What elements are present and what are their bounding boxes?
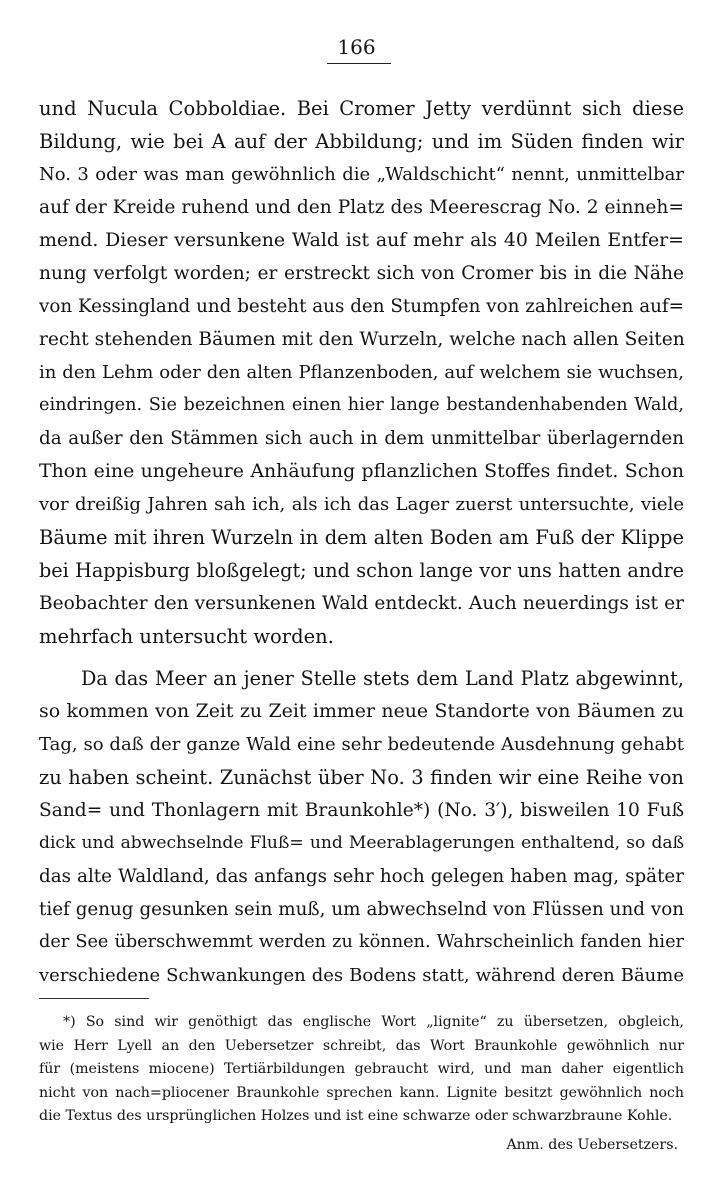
footnote-line: wie Herr Lyell an den Uebersetzer schreibt, das Wort Braunkohle gewöhnlich nur — [39, 1037, 684, 1054]
text-line: der See überschwemmt werden zu können. Wahrscheinlich fanden hier — [39, 932, 684, 952]
text-line: zu haben scheint. Zunächst über No. 3 finden wir eine Reihe von — [39, 766, 684, 789]
text-line: Da das Meer an jener Stelle stets dem Land Platz abgewinnt, — [81, 667, 684, 690]
text-line: Tag, so daß der ganze Wald eine sehr bedeutende Ausdehnung gehabt — [39, 734, 684, 755]
text-line: recht stehenden Bäumen mit den Wurzeln, welche nach allen Seiten — [39, 329, 685, 350]
text-line: Sand= und Thonlagern mit Braunkohle*) (No. 3′), bisweilen 10 Fuß — [39, 800, 684, 821]
text-line: Beobachter den versunkenen Wald entdeckt. Auch neuerdings ist er — [39, 593, 684, 614]
footnote — [39, 1011, 684, 1157]
footnote-line: für (meistens miocene) Tertiärbildungen gebraucht wird, und man daher eigentlich — [39, 1061, 684, 1078]
text-line: mend. Dieser versunkene Wald ist auf mehr als 40 Meilen Entfer= — [39, 229, 684, 251]
text-line: da außer den Stämmen sich auch in dem unmittelbar überlagernden — [39, 428, 684, 449]
footnote-rule — [39, 998, 149, 999]
text-line: dick und abwechselnde Fluß= und Meerablagerungen enthaltend, so daß — [39, 833, 684, 853]
text-line: auf der Kreide ruhend und den Platz des Meerescrag No. 2 einneh= — [39, 197, 684, 218]
page-number: 166 — [337, 35, 376, 59]
text-line: bei Happisburg bloßgelegt; und schon lange vor uns hatten andre — [39, 559, 684, 582]
footnote-line: nicht von nach=pliocener Braunkohle sprechen kann. Lignite besitzt gewöhnlich noch — [39, 1084, 684, 1101]
footnote-signature: Anm. des Uebersetzers. — [506, 1136, 678, 1153]
text-line: Bäume mit ihren Wurzeln in dem alten Boden am Fuß der Klippe — [39, 526, 684, 549]
text-line: nung verfolgt worden; er erstreckt sich von Cromer bis in die Nähe — [39, 263, 684, 284]
text-line: No. 3 oder was man gewöhnlich die „Waldschicht“ nennt, unmittelbar — [39, 164, 684, 185]
page-number-rule — [327, 63, 391, 64]
text-line: das alte Waldland, das anfangs sehr hoch gelegen haben mag, später — [39, 866, 684, 887]
text-line: so kommen von Zeit zu Zeit immer neue Standorte von Bäumen zu — [39, 700, 684, 722]
body-text — [39, 92, 684, 992]
text-line: mehrfach untersucht worden. — [39, 625, 334, 648]
footnote-line: *) So sind wir genöthigt das englische Wort „lignite“ zu übersetzen, obgleich, — [63, 1014, 684, 1030]
footnote-line: die Textus des ursprünglichen Holzes und ist eine schwarze oder schwarzbraune Kohle. — [39, 1108, 673, 1125]
text-line: tief genug gesunken sein muß, um abwechselnd von Flüssen und von — [39, 899, 684, 920]
text-line: und Nucula Cobboldiae. Bei Cromer Jetty verdünnt sich diese — [39, 97, 684, 120]
text-line: vor dreißig Jahren sah ich, als ich das Lager zuerst untersuchte, viele — [39, 494, 684, 515]
text-line: verschiedene Schwankungen des Bodens statt, während deren Bäume — [39, 965, 684, 986]
text-line: Thon eine ungeheure Anhäufung pflanzlichen Stoffes findet. Schon — [39, 460, 684, 482]
text-line: in den Lehm oder den alten Pflanzenboden, auf welchem sie wuchsen, — [39, 362, 684, 383]
text-line: Bildung, wie bei A auf der Abbildung; und im Süden finden wir — [39, 130, 684, 153]
text-line: eindringen. Sie bezeichnen einen hier lange bestandenhabenden Wald, — [39, 395, 684, 415]
text-line: von Kessingland und besteht aus den Stumpfen von zahlreichen auf= — [39, 296, 684, 317]
